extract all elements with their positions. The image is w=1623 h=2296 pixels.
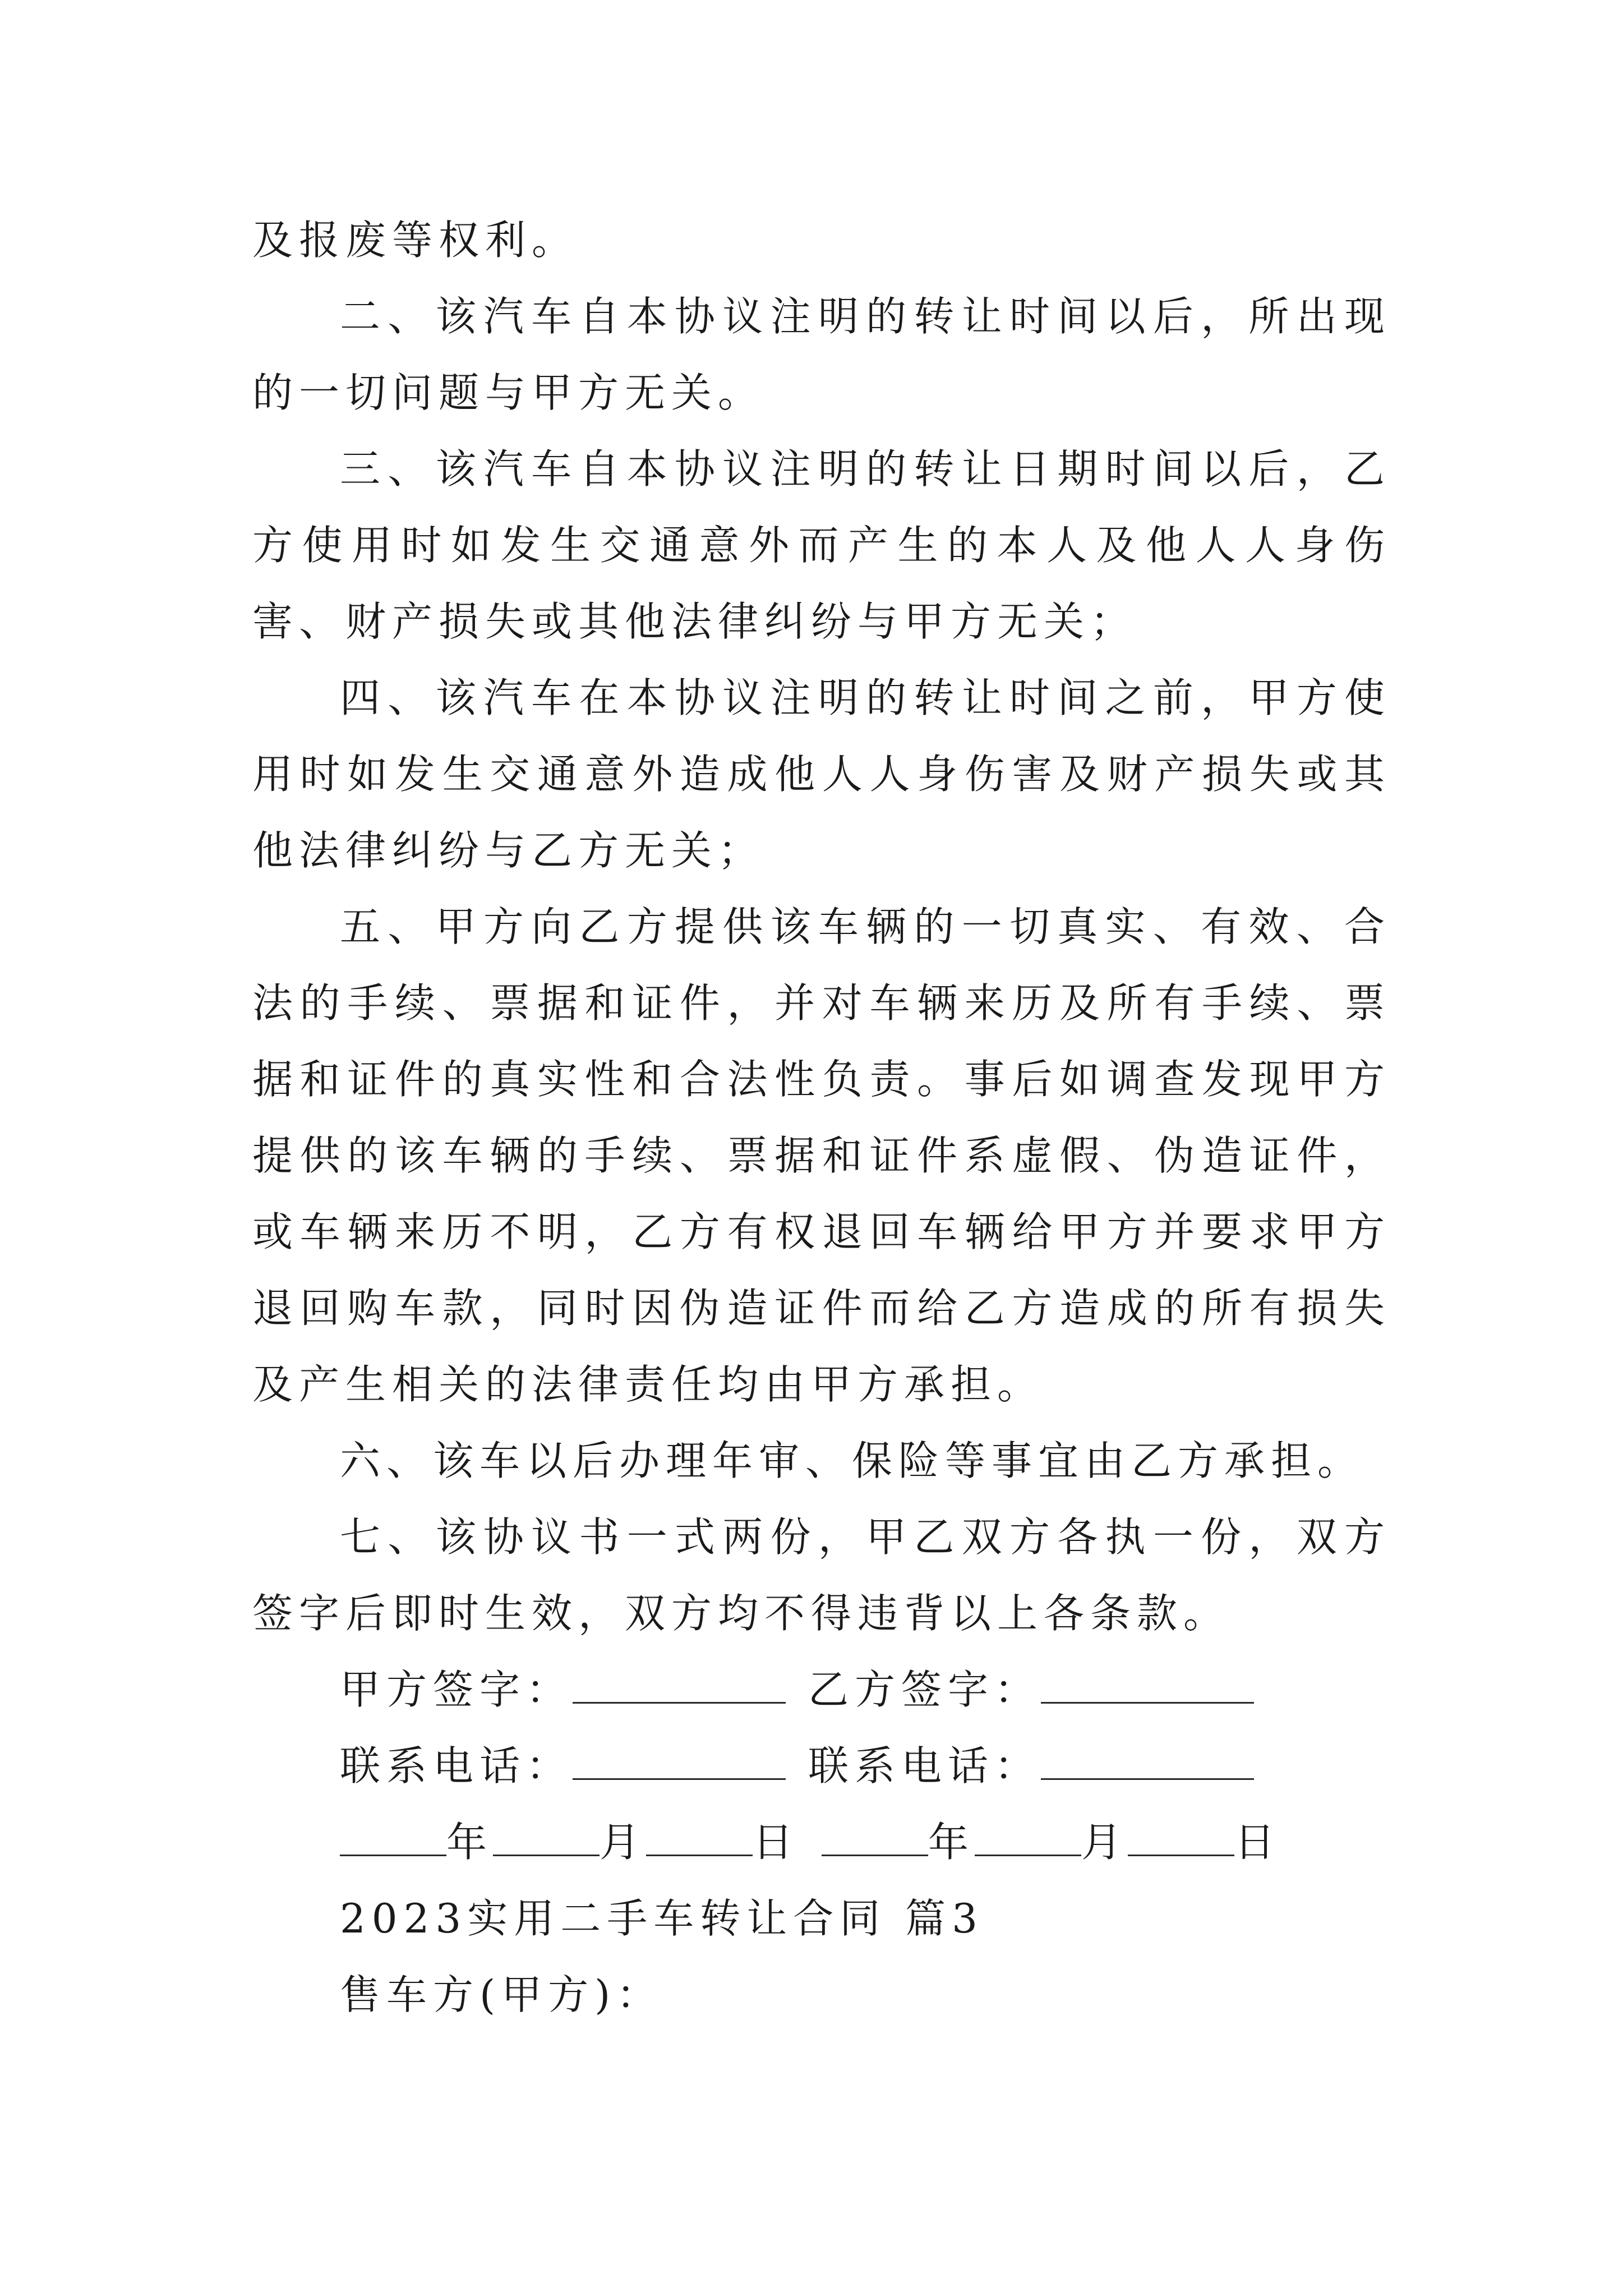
party-a-day-blank: [646, 1820, 753, 1856]
clause-6: 六、该车以后办理年审、保险等事宜由乙方承担。: [340, 1437, 1364, 1484]
document-body: [252, 202, 1391, 2033]
party-b-year-label: 年: [928, 1819, 975, 1866]
party-b-month-blank: [975, 1820, 1081, 1856]
party-a-year-label: 年: [446, 1819, 494, 1866]
seller-label: 售车方(甲方)：: [340, 1971, 663, 2018]
party-a-month-label: 月: [600, 1819, 647, 1866]
section-title: 2023实用二手车转让合同 篇3: [340, 1895, 984, 1942]
clause-2: 二、该汽车自本协议注明的转让时间以后，所出现的一切问题与甲方无关。: [252, 293, 1391, 416]
signature-row: [252, 1651, 1391, 1728]
clause-4: 四、该汽车在本协议注明的转让时间之前，甲方使用时如发生交通意外造成他人人身伤害及财产损失或其他法律纠纷与乙方无关；: [252, 674, 1391, 874]
phone-row: [252, 1728, 1391, 1804]
party-b-sign-blank: [1041, 1667, 1254, 1704]
party-a-day-label: 日: [753, 1819, 800, 1866]
party-b-sign-label: 乙方签字：: [808, 1666, 1041, 1713]
party-a-phone-label: 联系电话：: [340, 1742, 573, 1789]
party-b-phone-blank: [1041, 1743, 1254, 1780]
party-a-sign-label: 甲方签字：: [340, 1666, 573, 1713]
party-b-day-blank: [1128, 1820, 1234, 1856]
party-a-month-blank: [493, 1820, 600, 1856]
paragraph-rights-end: 及报废等权利。: [252, 217, 579, 264]
date-row: [252, 1804, 1391, 1880]
party-b-day-label: 日: [1234, 1819, 1281, 1866]
clause-7: 七、该协议书一式两份，甲乙双方各执一份，双方签字后即时生效，双方均不得违背以上各条款。: [252, 1513, 1391, 1637]
party-b-phone-label: 联系电话：: [808, 1742, 1041, 1789]
party-b-month-label: 月: [1081, 1819, 1128, 1866]
party-a-phone-blank: [573, 1743, 786, 1780]
clause-5: 五、甲方向乙方提供该车辆的一切真实、有效、合法的手续、票据和证件，并对车辆来历及所有手续、票据和证件的真实性和合法性负责。事后如调查发现甲方提供的该车辆的手续、票据和证件系虚假、伪造证件，或车辆来历不明，乙方有权退回车辆给甲方并要求甲方退回购车款，同时因伪造证件而给乙方造成的所有损失及产生相关的法律责任均由甲方承担。: [252, 903, 1391, 1408]
party-a-year-blank: [340, 1820, 446, 1856]
clause-3: 三、该汽车自本协议注明的转让日期时间以后，乙方使用时如发生交通意外而产生的本人及他人人身伤害、财产损失或其他法律纠纷与甲方无关；: [252, 445, 1391, 645]
party-a-sign-blank: [573, 1667, 786, 1704]
party-b-year-blank: [822, 1820, 928, 1856]
